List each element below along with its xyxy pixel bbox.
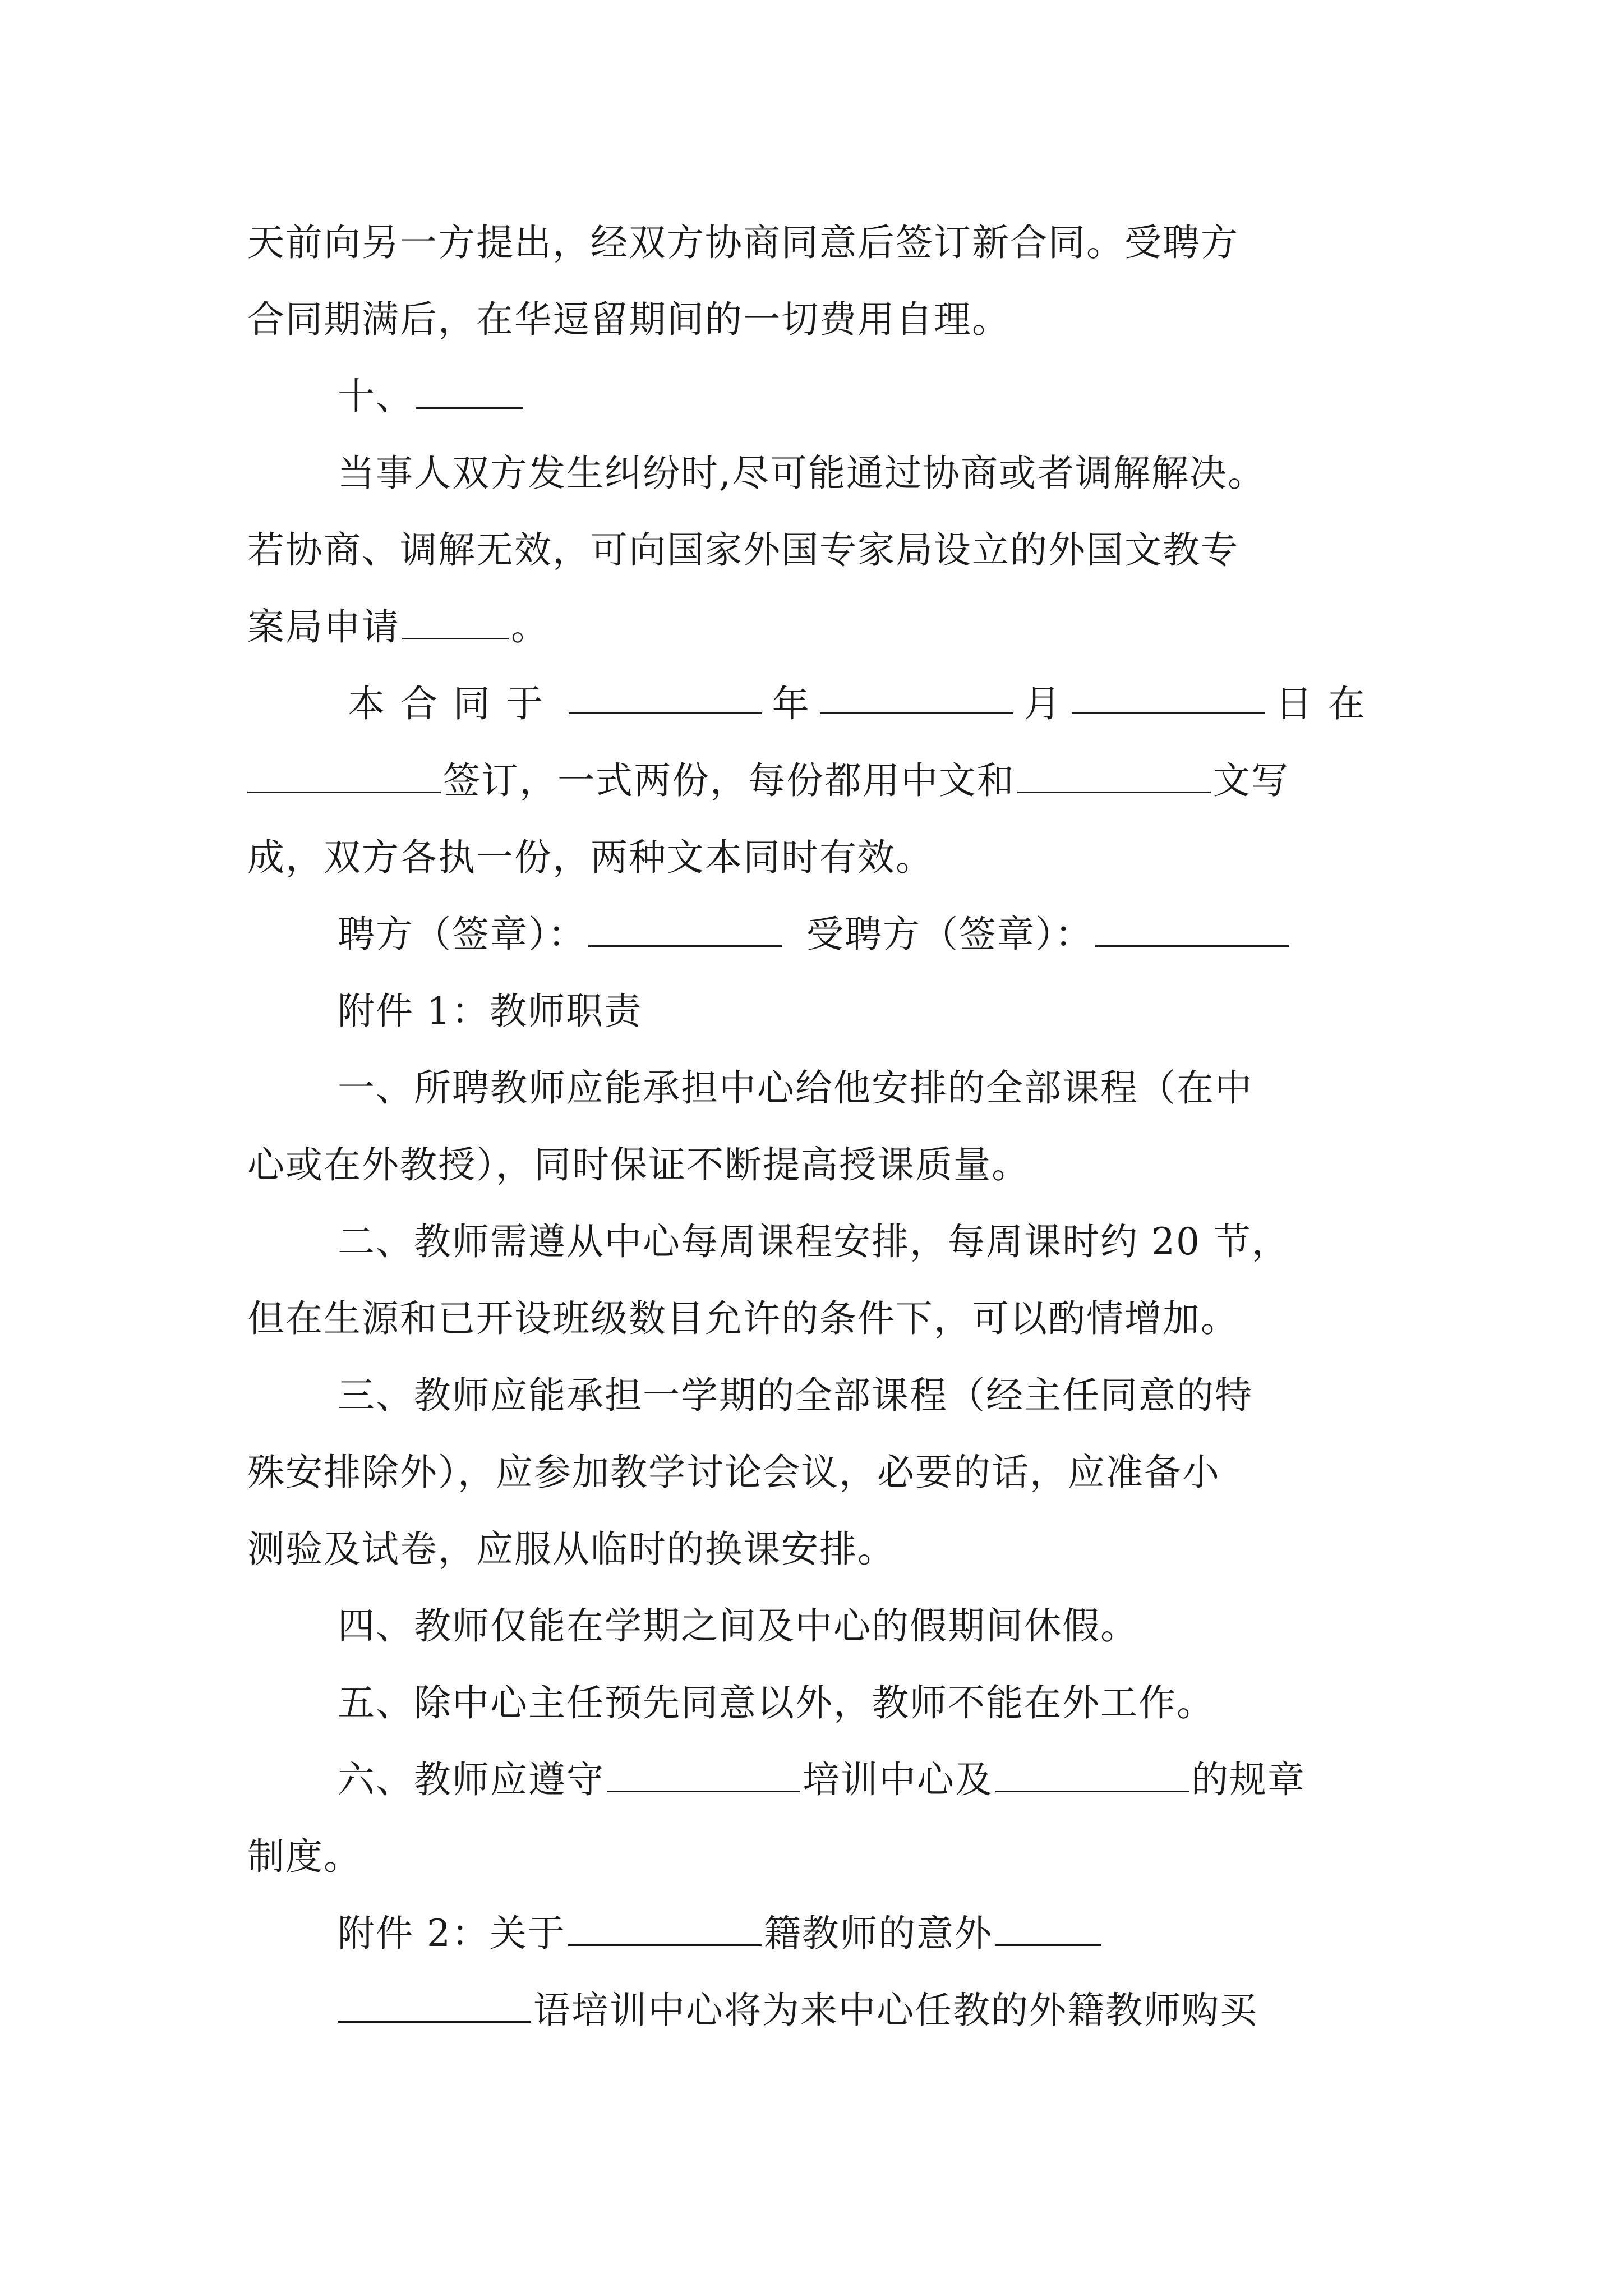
text-span: 月: [1023, 682, 1062, 725]
employee-signature-label: 受聘方（签章）：: [806, 913, 1093, 956]
text-line: [247, 1524, 1380, 1575]
text-line: [338, 1063, 1381, 1114]
blank-underline: [569, 679, 762, 714]
text-line: [338, 1601, 1381, 1651]
text-span: 心或在外教授），同时保证不断提高授课质量。: [247, 1143, 1030, 1186]
text-span: 籍教师的意外: [763, 1912, 993, 1955]
blank-underline: [247, 758, 441, 793]
text-span: 当事人双方发生纠纷时,尽可能通过协商或者调解解决。: [338, 452, 1266, 495]
employer-signature-label: 聘方（签章）：: [338, 913, 586, 956]
blank-underline: [416, 374, 523, 409]
attachment-heading: [338, 1908, 1381, 1959]
blank-underline: [1017, 758, 1211, 793]
text-span: 测验及试卷，应服从临时的换课安排。: [247, 1527, 896, 1571]
text-span: 若协商、调解无效，可向国家外国专家局设立的外国文教专: [247, 528, 1239, 572]
text-line: [338, 1678, 1381, 1728]
text-line: [338, 448, 1381, 499]
text-line: [247, 1447, 1380, 1498]
blank-underline: [338, 1987, 531, 2023]
text-span: 成，双方各执一份，两种文本同时有效。: [247, 836, 934, 879]
text-span: 日在: [1275, 682, 1381, 725]
text-span: 四、教师仅能在学期之间及中心的假期间休假。: [338, 1604, 1138, 1648]
text-span: 文写: [1213, 759, 1289, 802]
text-span: 天前向另一方提出，经双方协商同意后签订新合同。受聘方: [247, 221, 1239, 264]
text-span: 但在生源和已开设班级数目允许的条件下，可以酌情增加。: [247, 1297, 1239, 1340]
text-span: 签订，一式两份，每份都用中文和: [443, 759, 1015, 802]
blank-underline: [1072, 679, 1265, 714]
text-span: 培训中心及: [803, 1758, 993, 1801]
text-span: 年: [772, 682, 810, 725]
text-line: [247, 295, 1380, 345]
blank-underline: [995, 1911, 1101, 1946]
text-span: 本合同于: [348, 682, 559, 725]
text-line: [247, 1140, 1380, 1190]
blank-underline: [568, 1911, 762, 1946]
text-span: 三、教师应能承担一学期的全部课程（经主任同意的特: [338, 1374, 1253, 1417]
text-span: 六、教师应遵守: [338, 1758, 605, 1801]
text-line: [338, 1217, 1381, 1267]
text-span: 一、所聘教师应能承担中心给他安排的全部课程（在中: [338, 1066, 1253, 1110]
signature-blank: [1095, 912, 1289, 947]
text-line: [247, 218, 1380, 268]
text-span: 案局申请: [247, 605, 400, 648]
blank-underline: [995, 1757, 1189, 1792]
text-span: 合同期满后，在华逗留期间的一切费用自理。: [247, 298, 1010, 341]
text-line: [247, 525, 1380, 576]
text-span: 二、教师需遵从中心每周课程安排，每周课时约 20 节，: [338, 1220, 1290, 1263]
text-line: [247, 756, 1380, 806]
signature-line: [338, 909, 1381, 960]
text-span: 五、除中心主任预先同意以外，教师不能在外工作。: [338, 1681, 1215, 1724]
text-line: [338, 1755, 1381, 1805]
text-span: 附件 2：关于: [338, 1912, 566, 1955]
text-line: [338, 1985, 1381, 2036]
text-line: [338, 1370, 1381, 1421]
text-line: [247, 1832, 1380, 1882]
text-span: 十、: [338, 375, 414, 418]
text-span: 制度。: [247, 1835, 362, 1878]
blank-underline: [607, 1757, 800, 1792]
text-line: [247, 1294, 1380, 1344]
text-span: 殊安排除外），应参加教学讨论会议，必要的话，应准备小: [247, 1451, 1220, 1494]
signature-blank: [588, 912, 782, 947]
text-span: 。: [511, 605, 549, 648]
text-line: [247, 602, 1380, 652]
section-heading: [338, 371, 1381, 422]
blank-underline: [402, 604, 509, 639]
text-span: 语培训中心将为来中心任教的外籍教师购买: [533, 1989, 1258, 2032]
blank-underline: [820, 679, 1013, 714]
text-line: [247, 832, 1380, 883]
attachment-heading: [338, 986, 1381, 1037]
text-span: 附件 1：教师职责: [338, 990, 642, 1033]
text-line: [348, 679, 1381, 729]
text-span: 的规章: [1191, 1758, 1306, 1801]
